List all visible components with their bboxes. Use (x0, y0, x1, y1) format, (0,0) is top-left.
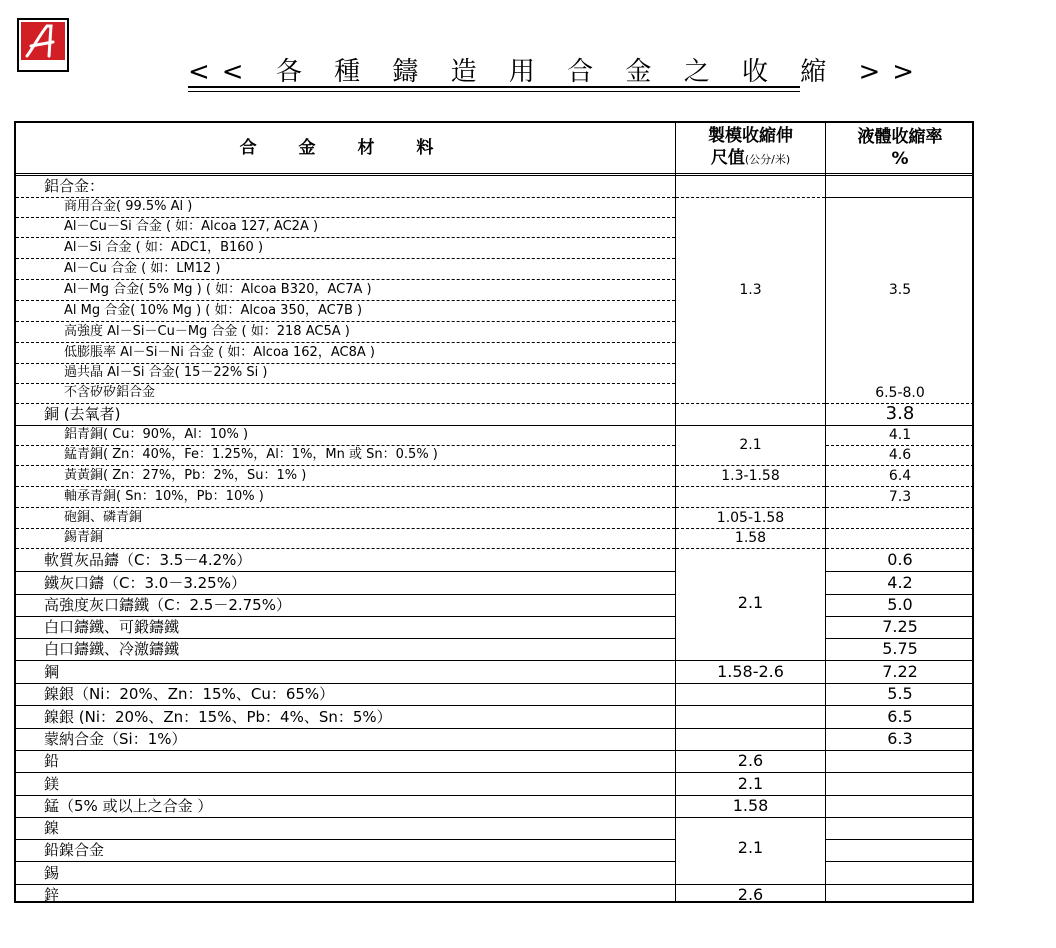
column-divider (825, 123, 826, 901)
row-divider (676, 403, 825, 404)
alloy-name: 錫青銅 (64, 530, 104, 545)
alloy-name: 鉛 (44, 752, 60, 770)
pattern-shrinkage-value: 2.1 (737, 773, 764, 793)
row-divider (826, 548, 974, 549)
row-divider (16, 817, 675, 818)
alloy-name: 錳青銅( Zn：40%，Fe：1.25%，Al：1%，Mn 或 Sn：0.5% ) (64, 447, 438, 462)
alloy-name: Al－Cu 合金 ( 如：LM12 ) (64, 260, 221, 276)
alloy-name: Al－Cu－Si 合金 ( 如：Alcoa 127, AC2A ) (64, 219, 319, 234)
title-underline (188, 86, 800, 88)
bronze-pattern-value: 2.1 (739, 437, 762, 453)
header-pattern-unit: (公分/米) (744, 153, 791, 166)
row-divider (826, 571, 974, 572)
nickel-group-pattern-value: 2.1 (737, 838, 764, 857)
alloy-name: 鋅 (44, 885, 60, 904)
row-divider (16, 772, 675, 773)
row-divider (676, 705, 825, 706)
pattern-shrinkage-value: 1.05-1.58 (716, 509, 785, 526)
aluminum-pattern-value: 1.3 (739, 282, 762, 298)
liquid-shrinkage-value: 6.5-8.0 (875, 385, 925, 401)
header-liquid-line1: 液體收縮率 (857, 127, 943, 147)
row-divider (676, 548, 825, 549)
row-divider (16, 528, 675, 529)
row-divider (826, 884, 974, 885)
alloy-name: 鐵灰口鑄（C：3.0－3.25%） (44, 573, 246, 592)
alloy-name: 鋁合金： (44, 176, 105, 195)
row-divider (826, 772, 974, 773)
row-divider (826, 528, 974, 529)
row-divider (676, 660, 825, 661)
liquid-shrinkage-value: 7.3 (888, 488, 912, 505)
header-pattern-line2: 尺值 (710, 148, 745, 168)
row-divider (826, 507, 974, 508)
header-pattern-shrinkage (676, 123, 825, 173)
row-divider (676, 817, 825, 818)
liquid-shrinkage-value: 0.6 (887, 549, 913, 569)
row-divider (676, 772, 825, 773)
liquid-shrinkage-value: 3.8 (885, 403, 915, 424)
company-logo (17, 18, 69, 72)
row-divider (16, 173, 974, 176)
row-divider (826, 839, 974, 840)
aluminum-liquid-value: 3.5 (888, 282, 912, 298)
row-divider (826, 795, 974, 796)
liquid-shrinkage-value: 5.5 (887, 684, 913, 703)
liquid-shrinkage-value: 7.22 (882, 661, 918, 681)
row-divider (676, 197, 825, 198)
row-divider (826, 817, 974, 818)
row-divider (16, 750, 675, 751)
liquid-shrinkage-value: 4.6 (888, 447, 912, 463)
shrinkage-table (14, 121, 974, 903)
row-divider (826, 660, 974, 661)
alloy-name: 高強度 Al－Si－Cu－Mg 合金 ( 如：218 AC5A ) (64, 323, 350, 339)
row-divider (826, 750, 974, 751)
alloy-name: 低膨脹率 Al－Si－Ni 合金 ( 如：Alcoa 162，AC8A ) (64, 344, 375, 360)
alloy-name: 蒙納合金（Si：1%） (44, 730, 187, 748)
pattern-shrinkage-value: 1.58-2.6 (717, 661, 784, 681)
alloy-name: 高強度灰口鑄鐵（C：2.5－2.75%） (44, 596, 291, 614)
title-underline-thin (188, 91, 800, 92)
alloy-name: 軟質灰品鑄（C：3.5－4.2%） (44, 550, 252, 569)
alloy-name: 過共晶 Al－Si 合金( 15－22% Si ) (64, 365, 268, 380)
pattern-shrinkage-value: 2.6 (737, 751, 764, 770)
header-liquid-shrinkage (826, 123, 974, 173)
alloy-name: 錫 (44, 863, 60, 882)
alloy-name: 鎂 (44, 774, 60, 793)
row-divider (676, 425, 825, 426)
liquid-shrinkage-value: 6.3 (887, 729, 913, 748)
alloy-name: 不含矽矽鋁合金 (64, 385, 156, 400)
alloy-name: 鎳銀（Ni：20%、Zn：15%、Cu：65%） (44, 685, 335, 703)
castiron-pattern-value: 2.1 (737, 593, 764, 612)
pattern-shrinkage-value: 1.3-1.58 (721, 467, 780, 484)
page-title: << 各 種 鑄 造 用 合 金 之 收 縮 >> (188, 57, 927, 87)
row-divider (826, 197, 974, 198)
row-divider (676, 683, 825, 684)
alloy-name: Al－Mg 合金( 5% Mg ) ( 如：Alcoa B320，AC7A ) (64, 281, 372, 297)
alloy-name: 砲銅、磷青銅 (64, 509, 143, 525)
row-divider (826, 705, 974, 706)
alloy-name: 黃黃銅( Zn：27%，Pb：2%，Su：1% ) (64, 467, 307, 483)
alloy-name: Al Mg 合金( 10% Mg ) ( 如：Alcoa 350，AC7B ) (64, 302, 363, 318)
pattern-shrinkage-value: 2.6 (737, 884, 764, 904)
alloy-name: 商用合金( 99.5% Al ) (64, 199, 193, 214)
liquid-shrinkage-value: 5.0 (887, 595, 913, 614)
alloy-name: 鋼 (44, 662, 60, 681)
alloy-name: 銅 (去氧者) (44, 405, 121, 423)
alloy-name: Al－Si 合金 ( 如：ADC1，B160 ) (64, 239, 264, 255)
row-divider (676, 728, 825, 729)
alloy-name: 軸承青銅( Sn：10%，Pb：10% ) (64, 488, 264, 504)
row-divider (826, 861, 974, 862)
row-divider (16, 884, 675, 885)
header-liquid-line2: % (891, 149, 909, 169)
liquid-shrinkage-value: 6.5 (887, 706, 913, 726)
header-material: 合 金 材 料 (239, 138, 452, 158)
alloy-name: 鎳銀 (Ni：20%、Zn：15%、Pb：4%、Sn：5%） (44, 707, 392, 726)
liquid-shrinkage-value: 6.4 (888, 467, 912, 484)
row-divider (16, 839, 675, 840)
alloy-name: 鋁青銅( Cu：90%，Al：10% ) (64, 427, 249, 442)
row-divider (16, 861, 675, 862)
alloy-name: 鎳 (44, 819, 60, 837)
alloy-name: 錳（5% 或以上之合金 ） (44, 797, 213, 815)
alloy-name: 鉛鎳合金 (44, 841, 105, 859)
liquid-shrinkage-value: 7.25 (882, 617, 918, 636)
row-divider (676, 486, 825, 487)
alloy-name: 白口鑄鐵、冷激鑄鐵 (44, 640, 180, 658)
pattern-shrinkage-value: 1.58 (732, 796, 769, 815)
liquid-shrinkage-value: 5.75 (882, 639, 918, 658)
liquid-shrinkage-value: 4.1 (888, 427, 912, 443)
alloy-name: 白口鑄鐵、可鍛鑄鐵 (44, 618, 180, 636)
header-pattern-line1: 製模收縮伸 (708, 126, 793, 146)
liquid-shrinkage-value: 4.2 (887, 572, 913, 592)
pattern-shrinkage-value: 1.58 (734, 530, 767, 546)
row-divider (16, 660, 675, 661)
